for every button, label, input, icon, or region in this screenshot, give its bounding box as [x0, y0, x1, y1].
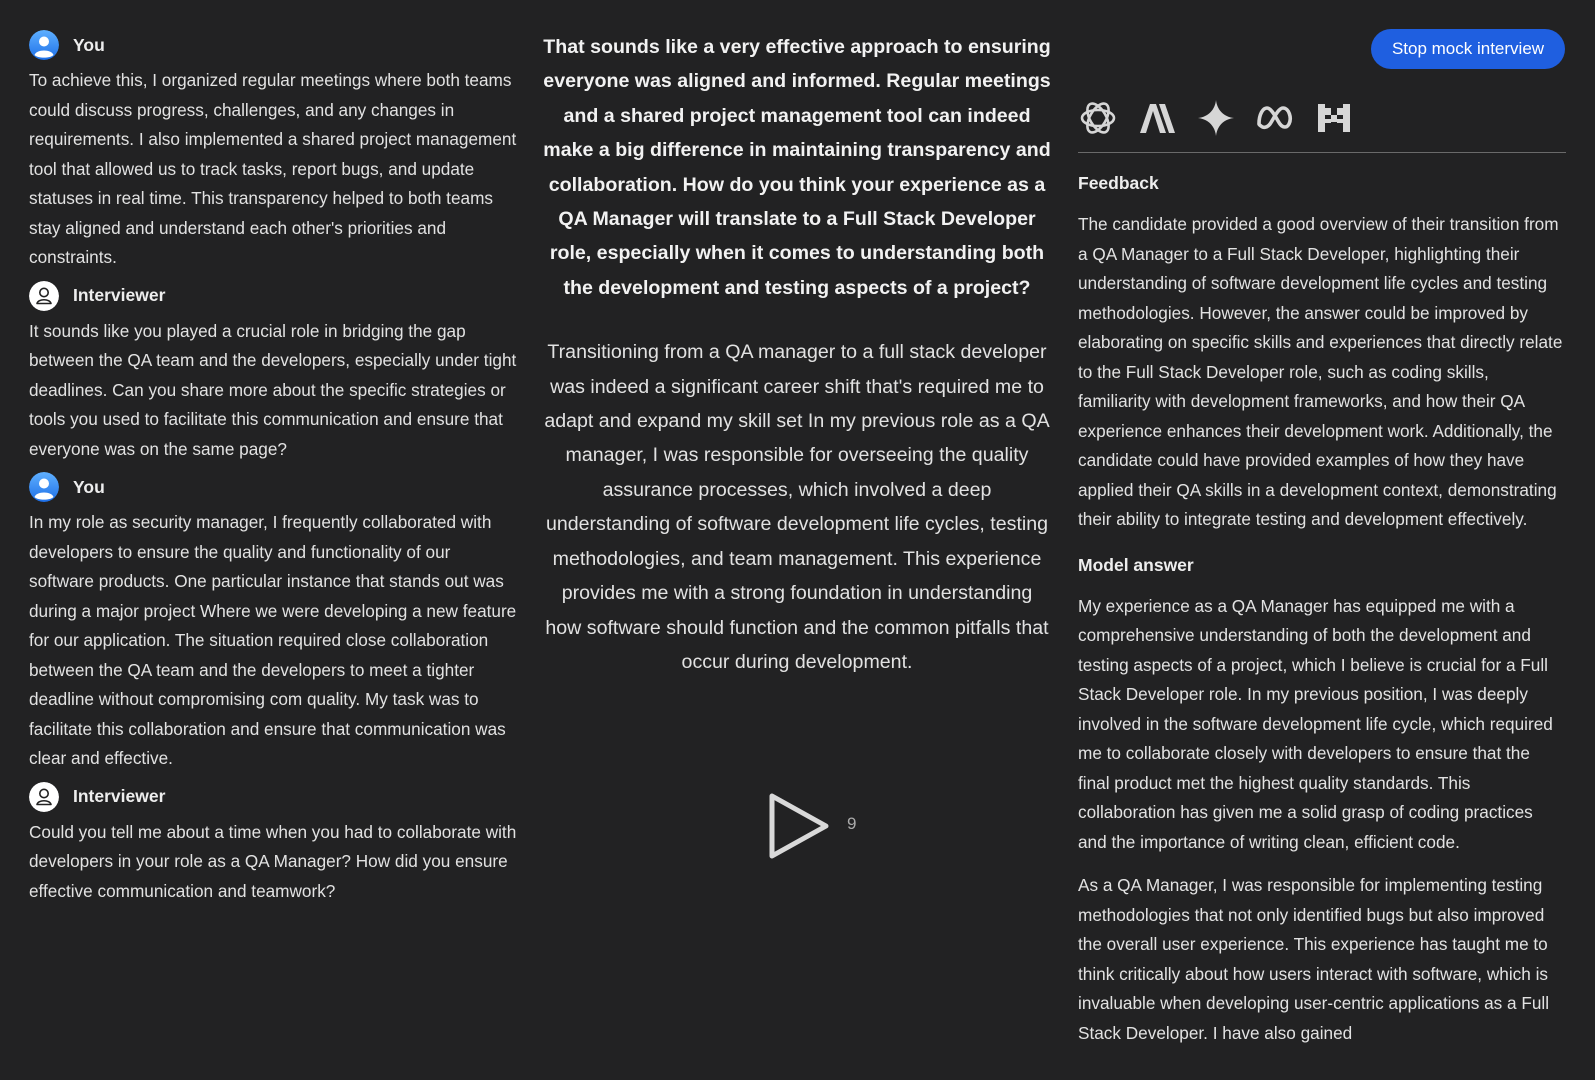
message-header: [29, 780, 519, 814]
speaker-name: You: [73, 476, 105, 497]
current-exchange: [542, 30, 1052, 833]
speaker-name: Interviewer: [73, 285, 166, 305]
model-answer-paragraph: My experience as a QA Manager has equipped me with a comprehensive understanding of both the development and testing aspects of a project, which I believe is crucial for a Full Stack Developer role. In my previous position, I was deeply involved in the software development life cycle, which required me to collaborate closely with developers to ensure that the final product met the highest quality standards. This collaboration has given me a solid grasp of coding practices and the importance of writing clean, efficient code.: [1078, 595, 1553, 852]
user-avatar-icon: [29, 472, 59, 502]
transcript-message: [29, 28, 519, 273]
play-count: 9: [847, 814, 857, 833]
gemini-icon[interactable]: [1196, 98, 1236, 138]
meta-icon[interactable]: [1255, 98, 1295, 138]
feedback-heading: Feedback: [1078, 173, 1159, 193]
feedback-text: The candidate provided a good overview of their transition from a QA Manager to a Full Stack Developer, highlighting their understanding of software development life cycles and testing methodologies. However, the answer could be improved by elaborating on specific skills and experiences that directly relate to the Full Stack Developer role, such as coding skills, familiarity with development frameworks, and how their QA experience enhances their development work. Additionally, the candidate could have provided examples of how they have applied their QA skills in a development context, demonstrating their ability to integrate testing and development effectively.: [1078, 214, 1563, 529]
user-avatar-icon: [29, 30, 59, 60]
message-text: In my role as security manager, I frequently collaborated with developers to ensure the quality and functionality of our software products. One particular instance that stands out was during a major project Where we were developing a new feature for our application. The situation required close collaboration between the QA team and the developers to meet a tighter deadline without compromising com quality. My task was to facilitate this collaboration and ensure that communication was clear and effective.: [29, 512, 517, 768]
message-header: [29, 470, 519, 504]
message-header: [29, 279, 519, 313]
feedback-panel: [1078, 96, 1566, 1048]
message-text: To achieve this, I organized regular meetings where both teams could discuss progress, challenges, and any changes in requirements. I also implemented a shared project management tool that allowed us to track tasks, report bugs, and update statuses in real time. This transparency helped to both teams stay aligned and understand each other's priorities and constraints.: [29, 70, 517, 267]
interviewer-avatar-icon: [29, 782, 59, 812]
message-header: [29, 28, 519, 62]
interviewer-question: That sounds like a very effective approach to ensuring everyone was aligned and informed. Regular meetings and a shared project management tool can indeed make a big difference in maintaining transparency and collaboration. How do you think your experience as a QA Manager will translate to a Full Stack Developer role, especially when it comes to understanding both the development and testing aspects of a project?: [543, 36, 1051, 299]
model-selector: [1078, 96, 1566, 153]
stop-mock-interview-button[interactable]: Stop mock interview: [1371, 29, 1565, 69]
anthropic-icon[interactable]: [1137, 98, 1177, 138]
transcript-message: [29, 470, 519, 774]
interviewer-avatar-icon: [29, 281, 59, 311]
message-text: It sounds like you played a crucial role in bridging the gap between the QA team and the developers, especially under tight deadlines. Can you share more about the specific strategies or tools you used to facilitate this communication and ensure that everyone was on the same page?: [29, 320, 517, 459]
mistral-icon[interactable]: [1314, 98, 1354, 138]
play-icon[interactable]: [762, 788, 834, 860]
speaker-name: You: [73, 34, 105, 55]
speaker-name: Interviewer: [73, 786, 166, 806]
model-answer-paragraph: As a QA Manager, I was responsible for implementing testing methodologies that not only identified bugs but also improved the overall user experience. This experience has taught me to think critically about how users interact with software, which is invaluable when developing user-centric applications as a Full Stack Developer. I have also gained: [1078, 875, 1550, 1043]
model-answer-heading: Model answer: [1078, 554, 1194, 575]
message-text: Could you tell me about a time when you had to collaborate with developers in your role as a QA Manager? How did you ensure effective communication and teamwork?: [29, 821, 517, 901]
transcript-message: [29, 780, 519, 907]
transcript-message: [29, 279, 519, 465]
audio-player: [542, 788, 1052, 878]
transcript-panel: [29, 28, 519, 912]
openai-icon[interactable]: [1078, 98, 1118, 138]
candidate-answer: Transitioning from a QA manager to a full stack developer was indeed a significant career shift that's required me to adapt and expand my skill set In my previous role as a QA manager, I was responsible for overseeing the quality assurance processes, which involved a deep understanding of software development life cycles, testing methodologies, and team management. This experience provides me with a strong foundation in understanding how software should function and the common pitfalls that occur during development.: [544, 341, 1050, 673]
